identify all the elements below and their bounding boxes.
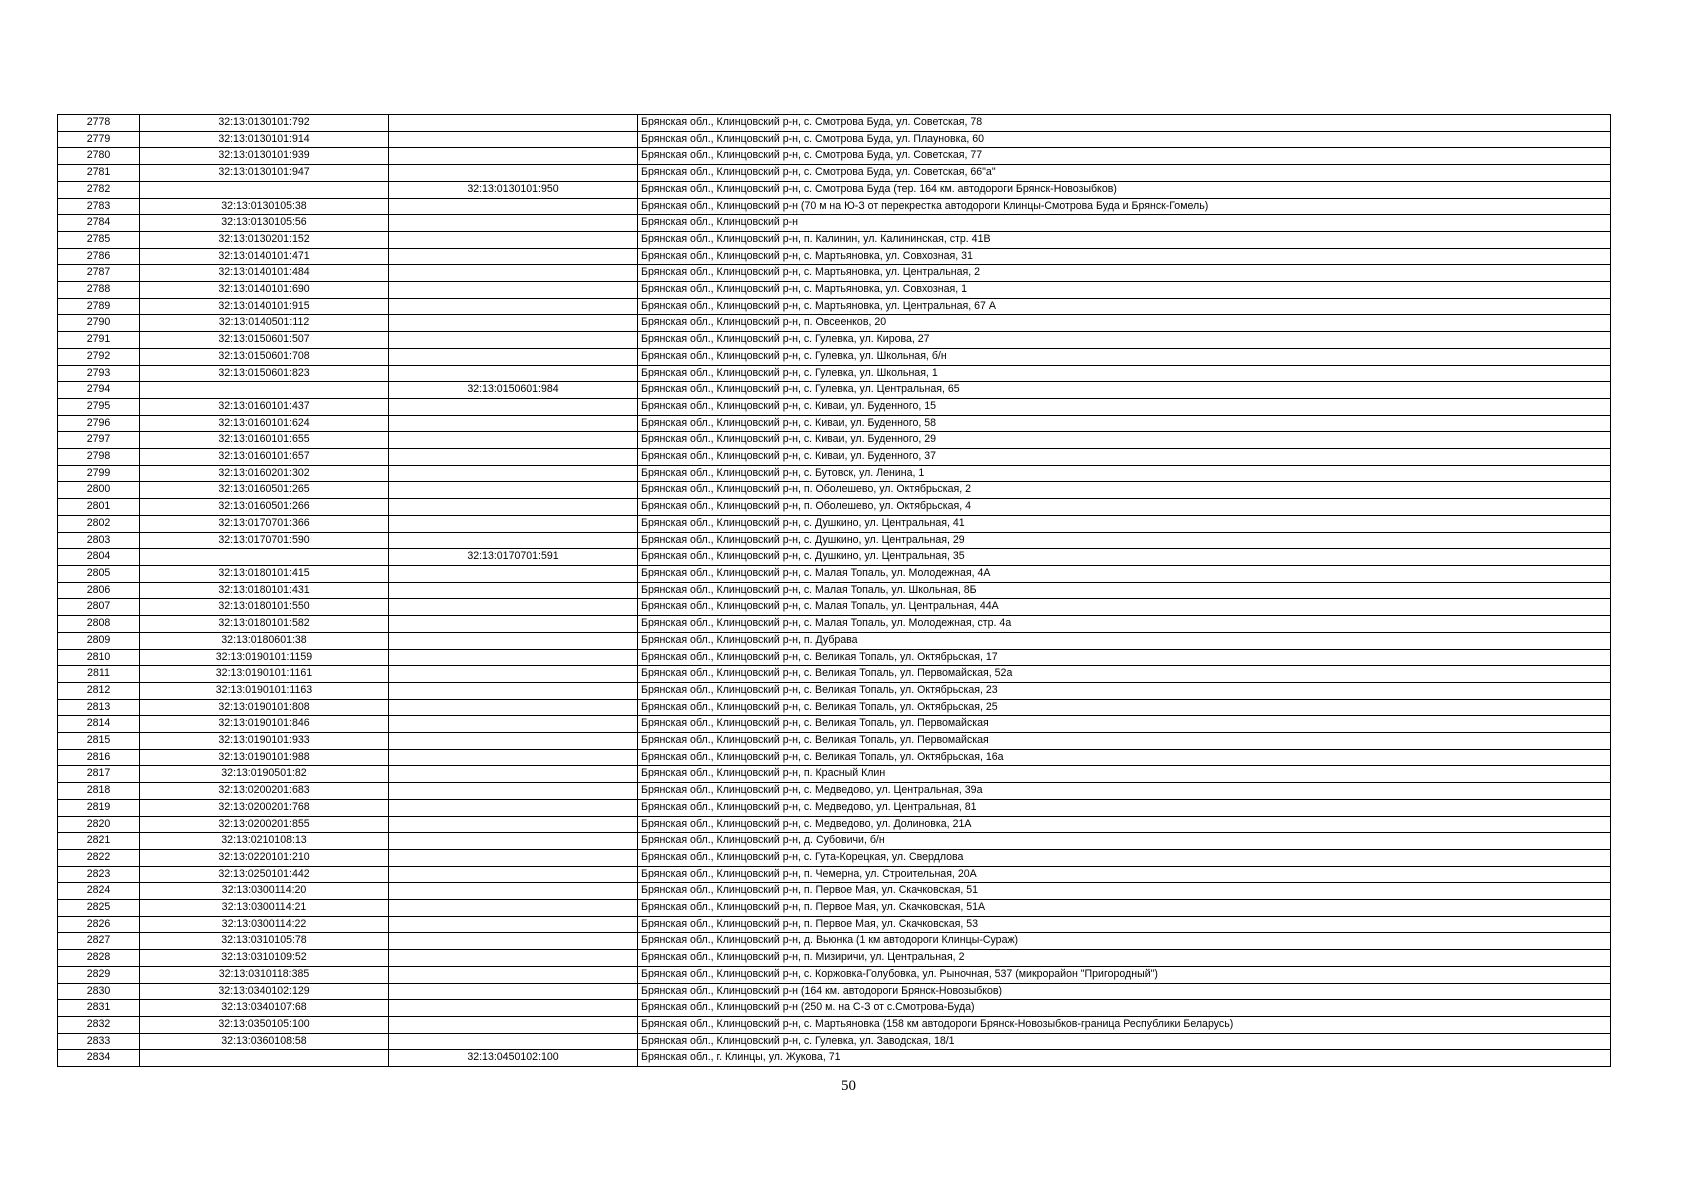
cadastral-number-cell: 32:13:0300114:21	[140, 900, 389, 917]
cadastral-number-cell: 32:13:0160501:265	[140, 482, 389, 499]
table-row	[58, 499, 1611, 516]
cadastral-number-alt-cell	[389, 365, 638, 382]
address-cell: Брянская обл., Клинцовский р-н, с. Смотрова Буда, ул. Плауновка, 60	[638, 131, 1611, 148]
cadastral-number-cell	[140, 181, 389, 198]
cadastral-number-alt-cell	[389, 298, 638, 315]
row-number-cell: 2800	[58, 482, 140, 499]
cadastral-number-alt-cell	[389, 282, 638, 299]
table-row	[58, 265, 1611, 282]
cadastral-number-cell: 32:13:0130105:56	[140, 215, 389, 232]
cadastral-number-alt-cell	[389, 348, 638, 365]
row-number-cell: 2831	[58, 1000, 140, 1017]
cadastral-number-cell: 32:13:0190101:1163	[140, 682, 389, 699]
table-row	[58, 1033, 1611, 1050]
cadastral-number-cell: 32:13:0130101:947	[140, 165, 389, 182]
table-row	[58, 282, 1611, 299]
cadastral-number-alt-cell	[389, 699, 638, 716]
address-cell: Брянская обл., Клинцовский р-н, с. Великая Топаль, ул. Первомайская	[638, 733, 1611, 750]
cadastral-number-alt-cell	[389, 649, 638, 666]
cadastral-number-cell	[140, 382, 389, 399]
address-cell: Брянская обл., Клинцовский р-н, с. Великая Топаль, ул. Октябрьская, 25	[638, 699, 1611, 716]
table-row	[58, 549, 1611, 566]
table-row	[58, 933, 1611, 950]
cadastral-number-alt-cell	[389, 131, 638, 148]
row-number-cell: 2804	[58, 549, 140, 566]
cadastral-number-alt-cell	[389, 1033, 638, 1050]
address-cell: Брянская обл., Клинцовский р-н, с. Киваи, ул. Буденного, 29	[638, 432, 1611, 449]
row-number-cell: 2815	[58, 733, 140, 750]
row-number-cell: 2805	[58, 565, 140, 582]
cadastral-number-alt-cell	[389, 983, 638, 1000]
cadastral-number-alt-cell	[389, 632, 638, 649]
cadastral-number-alt-cell	[389, 465, 638, 482]
address-cell: Брянская обл., Клинцовский р-н, с. Великая Топаль, ул. Первомайская, 52а	[638, 666, 1611, 683]
cadastral-number-alt-cell	[389, 532, 638, 549]
cadastral-number-cell: 32:13:0150601:507	[140, 332, 389, 349]
address-cell: Брянская обл., Клинцовский р-н, с. Малая Топаль, ул. Центральная, 44А	[638, 599, 1611, 616]
row-number-cell: 2781	[58, 165, 140, 182]
row-number-cell: 2801	[58, 499, 140, 516]
address-cell: Брянская обл., Клинцовский р-н, с. Медведово, ул. Долиновка, 21А	[638, 816, 1611, 833]
row-number-cell: 2788	[58, 282, 140, 299]
cadastral-number-cell: 32:13:0190101:1159	[140, 649, 389, 666]
row-number-cell: 2795	[58, 398, 140, 415]
table-row	[58, 215, 1611, 232]
row-number-cell: 2821	[58, 833, 140, 850]
address-cell: Брянская обл., Клинцовский р-н, п. Оболешево, ул. Октябрьская, 4	[638, 499, 1611, 516]
cadastral-number-cell: 32:13:0190501:82	[140, 766, 389, 783]
cadastral-number-alt-cell	[389, 248, 638, 265]
address-cell: Брянская обл., Клинцовский р-н, п. Овсеенков, 20	[638, 315, 1611, 332]
row-number-cell: 2802	[58, 515, 140, 532]
table-row	[58, 582, 1611, 599]
row-number-cell: 2832	[58, 1016, 140, 1033]
cadastral-number-cell: 32:13:0150601:823	[140, 365, 389, 382]
table-row	[58, 181, 1611, 198]
cadastral-number-alt-cell	[389, 900, 638, 917]
cadastral-number-alt-cell	[389, 599, 638, 616]
address-cell: Брянская обл., Клинцовский р-н, с. Киваи, ул. Буденного, 37	[638, 449, 1611, 466]
row-number-cell: 2809	[58, 632, 140, 649]
row-number-cell: 2778	[58, 115, 140, 132]
table-row	[58, 198, 1611, 215]
cadastral-number-alt-cell	[389, 415, 638, 432]
table-row	[58, 632, 1611, 649]
cadastral-number-alt-cell	[389, 666, 638, 683]
address-cell: Брянская обл., Клинцовский р-н, с. Великая Топаль, ул. Октябрьская, 16а	[638, 749, 1611, 766]
row-number-cell: 2793	[58, 365, 140, 382]
cadastral-number-alt-cell	[389, 950, 638, 967]
table-row	[58, 682, 1611, 699]
cadastral-number-cell: 32:13:0160201:302	[140, 465, 389, 482]
table-row	[58, 415, 1611, 432]
row-number-cell: 2811	[58, 666, 140, 683]
cadastral-number-cell: 32:13:0180101:582	[140, 616, 389, 633]
row-number-cell: 2825	[58, 900, 140, 917]
row-number-cell: 2829	[58, 966, 140, 983]
row-number-cell: 2784	[58, 215, 140, 232]
row-number-cell: 2822	[58, 849, 140, 866]
table-row	[58, 716, 1611, 733]
table-row	[58, 432, 1611, 449]
address-cell: Брянская обл., Клинцовский р-н, с. Мартьяновка (158 км автодороги Брянск-Новозыбков-граница Республики Беларусь)	[638, 1016, 1611, 1033]
cadastral-number-alt-cell	[389, 432, 638, 449]
address-cell: Брянская обл., Клинцовский р-н, с. Душкино, ул. Центральная, 29	[638, 532, 1611, 549]
cadastral-number-cell: 32:13:0130101:914	[140, 131, 389, 148]
table-row	[58, 115, 1611, 132]
address-cell: Брянская обл., Клинцовский р-н, с. Медведово, ул. Центральная, 39а	[638, 783, 1611, 800]
row-number-cell: 2833	[58, 1033, 140, 1050]
row-number-cell: 2814	[58, 716, 140, 733]
table-row	[58, 849, 1611, 866]
cadastral-number-alt-cell	[389, 265, 638, 282]
row-number-cell: 2819	[58, 799, 140, 816]
address-cell: Брянская обл., Клинцовский р-н, с. Гулевка, ул. Центральная, 65	[638, 382, 1611, 399]
table-row	[58, 298, 1611, 315]
row-number-cell: 2794	[58, 382, 140, 399]
table-row	[58, 449, 1611, 466]
table-row	[58, 131, 1611, 148]
address-cell: Брянская обл., Клинцовский р-н, п. Первое Мая, ул. Скачковская, 51	[638, 883, 1611, 900]
cadastral-number-cell: 32:13:0130101:939	[140, 148, 389, 165]
address-cell: Брянская обл., Клинцовский р-н, с. Киваи, ул. Буденного, 58	[638, 415, 1611, 432]
address-cell: Брянская обл., Клинцовский р-н, с. Малая Топаль, ул. Молодежная, 4А	[638, 565, 1611, 582]
table-row	[58, 148, 1611, 165]
cadastral-number-alt-cell	[389, 582, 638, 599]
address-cell: Брянская обл., Клинцовский р-н, с. Великая Топаль, ул. Октябрьская, 23	[638, 682, 1611, 699]
cadastral-number-alt-cell	[389, 165, 638, 182]
address-cell: Брянская обл., Клинцовский р-н	[638, 215, 1611, 232]
cadastral-number-cell: 32:13:0190101:933	[140, 733, 389, 750]
address-cell: Брянская обл., Клинцовский р-н, с. Гулевка, ул. Школьная, 1	[638, 365, 1611, 382]
cadastral-number-cell: 32:13:0200201:768	[140, 799, 389, 816]
cadastral-number-cell: 32:13:0340102:129	[140, 983, 389, 1000]
cadastral-number-alt-cell	[389, 565, 638, 582]
cadastral-number-alt-cell	[389, 332, 638, 349]
cadastral-number-cell: 32:13:0140101:484	[140, 265, 389, 282]
table-row	[58, 348, 1611, 365]
cadastral-number-cell	[140, 1050, 389, 1067]
cadastral-number-cell: 32:13:0180601:38	[140, 632, 389, 649]
cadastral-number-cell: 32:13:0130101:792	[140, 115, 389, 132]
cadastral-number-alt-cell	[389, 733, 638, 750]
row-number-cell: 2798	[58, 449, 140, 466]
table-row	[58, 916, 1611, 933]
address-cell: Брянская обл., Клинцовский р-н, с. Коржовка-Голубовка, ул. Рыночная, 537 (микрорайон "Пригородный")	[638, 966, 1611, 983]
row-number-cell: 2827	[58, 933, 140, 950]
registry-table	[57, 114, 1611, 1067]
cadastral-number-cell: 32:13:0300114:22	[140, 916, 389, 933]
address-cell: Брянская обл., Клинцовский р-н, п. Калинин, ул. Калининская, стр. 41В	[638, 231, 1611, 248]
table-row	[58, 666, 1611, 683]
address-cell: Брянская обл., Клинцовский р-н, с. Гулевка, ул. Школьная, б/н	[638, 348, 1611, 365]
table-row	[58, 833, 1611, 850]
cadastral-number-cell: 32:13:0310105:78	[140, 933, 389, 950]
table-row	[58, 532, 1611, 549]
address-cell: Брянская обл., Клинцовский р-н, д. Субовичи, б/н	[638, 833, 1611, 850]
cadastral-number-cell	[140, 549, 389, 566]
address-cell: Брянская обл., Клинцовский р-н, п. Красный Клин	[638, 766, 1611, 783]
cadastral-number-cell: 32:13:0170701:366	[140, 515, 389, 532]
address-cell: Брянская обл., Клинцовский р-н, с. Киваи, ул. Буденного, 15	[638, 398, 1611, 415]
cadastral-number-alt-cell	[389, 883, 638, 900]
cadastral-number-alt-cell	[389, 783, 638, 800]
cadastral-number-cell: 32:13:0360108:58	[140, 1033, 389, 1050]
cadastral-number-cell: 32:13:0130105:38	[140, 198, 389, 215]
table-row	[58, 749, 1611, 766]
cadastral-number-cell: 32:13:0160101:655	[140, 432, 389, 449]
table-row	[58, 733, 1611, 750]
cadastral-number-cell: 32:13:0140501:112	[140, 315, 389, 332]
table-row	[58, 1050, 1611, 1067]
cadastral-number-cell: 32:13:0250101:442	[140, 866, 389, 883]
table-row	[58, 332, 1611, 349]
cadastral-number-alt-cell	[389, 515, 638, 532]
address-cell: Брянская обл., Клинцовский р-н (70 м на Ю-З от перекрестка автодороги Клинцы-Смотрова Буда и Брянск-Гомель)	[638, 198, 1611, 215]
row-number-cell: 2824	[58, 883, 140, 900]
table-row	[58, 866, 1611, 883]
cadastral-number-alt-cell	[389, 115, 638, 132]
address-cell: Брянская обл., Клинцовский р-н, п. Оболешево, ул. Октябрьская, 2	[638, 482, 1611, 499]
cadastral-number-cell: 32:13:0180101:550	[140, 599, 389, 616]
cadastral-number-alt-cell	[389, 916, 638, 933]
address-cell: Брянская обл., Клинцовский р-н, с. Смотрова Буда, ул. Советская, 78	[638, 115, 1611, 132]
table-row	[58, 248, 1611, 265]
table-row	[58, 165, 1611, 182]
address-cell: Брянская обл., Клинцовский р-н, с. Мартьяновка, ул. Совхозная, 31	[638, 248, 1611, 265]
row-number-cell: 2790	[58, 315, 140, 332]
table-row	[58, 699, 1611, 716]
row-number-cell: 2816	[58, 749, 140, 766]
address-cell: Брянская обл., Клинцовский р-н, с. Малая Топаль, ул. Молодежная, стр. 4а	[638, 616, 1611, 633]
row-number-cell: 2807	[58, 599, 140, 616]
cadastral-number-alt-cell: 32:13:0150601:984	[389, 382, 638, 399]
table-body	[58, 115, 1611, 1067]
table-row	[58, 783, 1611, 800]
cadastral-number-cell: 32:13:0190101:988	[140, 749, 389, 766]
row-number-cell: 2826	[58, 916, 140, 933]
row-number-cell: 2782	[58, 181, 140, 198]
address-cell: Брянская обл., Клинцовский р-н, п. Чемерна, ул. Строительная, 20А	[638, 866, 1611, 883]
cadastral-number-alt-cell	[389, 833, 638, 850]
address-cell: Брянская обл., Клинцовский р-н, с. Смотрова Буда, ул. Советская, 77	[638, 148, 1611, 165]
cadastral-number-alt-cell	[389, 398, 638, 415]
cadastral-number-cell: 32:13:0160101:624	[140, 415, 389, 432]
table-row	[58, 231, 1611, 248]
row-number-cell: 2828	[58, 950, 140, 967]
row-number-cell: 2803	[58, 532, 140, 549]
table-row	[58, 465, 1611, 482]
cadastral-number-alt-cell: 32:13:0450102:100	[389, 1050, 638, 1067]
row-number-cell: 2789	[58, 298, 140, 315]
row-number-cell: 2810	[58, 649, 140, 666]
cadastral-number-cell: 32:13:0170701:590	[140, 532, 389, 549]
address-cell: Брянская обл., Клинцовский р-н, с. Великая Топаль, ул. Первомайская	[638, 716, 1611, 733]
cadastral-number-alt-cell	[389, 933, 638, 950]
address-cell: Брянская обл., Клинцовский р-н (164 км. автодороги Брянск-Новозыбков)	[638, 983, 1611, 1000]
cadastral-number-cell: 32:13:0140101:915	[140, 298, 389, 315]
cadastral-number-cell: 32:13:0160501:266	[140, 499, 389, 516]
cadastral-number-cell: 32:13:0310118:385	[140, 966, 389, 983]
cadastral-number-cell: 32:13:0160101:657	[140, 449, 389, 466]
row-number-cell: 2779	[58, 131, 140, 148]
address-cell: Брянская обл., Клинцовский р-н, д. Вьюнка (1 км автодороги Клинцы-Сураж)	[638, 933, 1611, 950]
row-number-cell: 2787	[58, 265, 140, 282]
row-number-cell: 2823	[58, 866, 140, 883]
cadastral-number-cell: 32:13:0190101:1161	[140, 666, 389, 683]
address-cell: Брянская обл., Клинцовский р-н, п. Первое Мая, ул. Скачковская, 53	[638, 916, 1611, 933]
address-cell: Брянская обл., Клинцовский р-н, п. Первое Мая, ул. Скачковская, 51А	[638, 900, 1611, 917]
address-cell: Брянская обл., Клинцовский р-н, с. Гулевка, ул. Заводская, 18/1	[638, 1033, 1611, 1050]
address-cell: Брянская обл., Клинцовский р-н (250 м. на С-З от с.Смотрова-Буда)	[638, 1000, 1611, 1017]
cadastral-number-cell: 32:13:0350105:100	[140, 1016, 389, 1033]
table-row	[58, 482, 1611, 499]
cadastral-number-alt-cell	[389, 1016, 638, 1033]
address-cell: Брянская обл., Клинцовский р-н, с. Гулевка, ул. Кирова, 27	[638, 332, 1611, 349]
cadastral-number-cell: 32:13:0140101:690	[140, 282, 389, 299]
table-row	[58, 616, 1611, 633]
row-number-cell: 2785	[58, 231, 140, 248]
cadastral-number-alt-cell	[389, 148, 638, 165]
cadastral-number-alt-cell	[389, 849, 638, 866]
address-cell: Брянская обл., Клинцовский р-н, п. Мизиричи, ул. Центральная, 2	[638, 950, 1611, 967]
address-cell: Брянская обл., Клинцовский р-н, с. Смотрова Буда (тер. 164 км. автодороги Брянск-Новозыбков)	[638, 181, 1611, 198]
table-row	[58, 565, 1611, 582]
row-number-cell: 2783	[58, 198, 140, 215]
row-number-cell: 2834	[58, 1050, 140, 1067]
cadastral-number-cell: 32:13:0340107:68	[140, 1000, 389, 1017]
row-number-cell: 2797	[58, 432, 140, 449]
address-cell: Брянская обл., Клинцовский р-н, с. Бутовск, ул. Ленина, 1	[638, 465, 1611, 482]
table-row	[58, 649, 1611, 666]
cadastral-number-alt-cell	[389, 716, 638, 733]
cadastral-number-cell: 32:13:0200201:683	[140, 783, 389, 800]
address-cell: Брянская обл., Клинцовский р-н, с. Мартьяновка, ул. Центральная, 67 А	[638, 298, 1611, 315]
row-number-cell: 2799	[58, 465, 140, 482]
table-row	[58, 1000, 1611, 1017]
row-number-cell: 2817	[58, 766, 140, 783]
table-row	[58, 966, 1611, 983]
row-number-cell: 2820	[58, 816, 140, 833]
table-row	[58, 1016, 1611, 1033]
cadastral-number-alt-cell: 32:13:0130101:950	[389, 181, 638, 198]
row-number-cell: 2796	[58, 415, 140, 432]
address-cell: Брянская обл., Клинцовский р-н, п. Дубрава	[638, 632, 1611, 649]
table-row	[58, 515, 1611, 532]
cadastral-number-cell: 32:13:0300114:20	[140, 883, 389, 900]
row-number-cell: 2786	[58, 248, 140, 265]
cadastral-number-alt-cell	[389, 766, 638, 783]
cadastral-number-cell: 32:13:0150601:708	[140, 348, 389, 365]
cadastral-number-alt-cell	[389, 749, 638, 766]
table-row	[58, 900, 1611, 917]
cadastral-number-cell: 32:13:0310109:52	[140, 950, 389, 967]
cadastral-number-cell: 32:13:0180101:415	[140, 565, 389, 582]
address-cell: Брянская обл., Клинцовский р-н, с. Душкино, ул. Центральная, 35	[638, 549, 1611, 566]
address-cell: Брянская обл., Клинцовский р-н, с. Гута-Корецкая, ул. Свердлова	[638, 849, 1611, 866]
cadastral-number-alt-cell	[389, 231, 638, 248]
table-row	[58, 365, 1611, 382]
cadastral-number-alt-cell	[389, 1000, 638, 1017]
page-number: 50	[841, 1078, 856, 1094]
row-number-cell: 2818	[58, 783, 140, 800]
row-number-cell: 2780	[58, 148, 140, 165]
cadastral-number-alt-cell	[389, 816, 638, 833]
cadastral-number-cell: 32:13:0130201:152	[140, 231, 389, 248]
row-number-cell: 2808	[58, 616, 140, 633]
table-row	[58, 382, 1611, 399]
cadastral-number-alt-cell: 32:13:0170701:591	[389, 549, 638, 566]
row-number-cell: 2813	[58, 699, 140, 716]
cadastral-number-cell: 32:13:0190101:808	[140, 699, 389, 716]
cadastral-number-cell: 32:13:0200201:855	[140, 816, 389, 833]
cadastral-number-alt-cell	[389, 215, 638, 232]
cadastral-number-alt-cell	[389, 315, 638, 332]
cadastral-number-cell: 32:13:0180101:431	[140, 582, 389, 599]
row-number-cell: 2830	[58, 983, 140, 1000]
cadastral-number-alt-cell	[389, 866, 638, 883]
table-row	[58, 599, 1611, 616]
cadastral-number-alt-cell	[389, 682, 638, 699]
address-cell: Брянская обл., Клинцовский р-н, с. Малая Топаль, ул. Школьная, 8Б	[638, 582, 1611, 599]
cadastral-number-alt-cell	[389, 449, 638, 466]
address-cell: Брянская обл., г. Клинцы, ул. Жукова, 71	[638, 1050, 1611, 1067]
table-row	[58, 315, 1611, 332]
cadastral-number-alt-cell	[389, 966, 638, 983]
cadastral-number-alt-cell	[389, 482, 638, 499]
table-row	[58, 766, 1611, 783]
address-cell: Брянская обл., Клинцовский р-н, с. Душкино, ул. Центральная, 41	[638, 515, 1611, 532]
row-number-cell: 2791	[58, 332, 140, 349]
table-row	[58, 816, 1611, 833]
cadastral-number-alt-cell	[389, 616, 638, 633]
address-cell: Брянская обл., Клинцовский р-н, с. Великая Топаль, ул. Октябрьская, 17	[638, 649, 1611, 666]
table-row	[58, 950, 1611, 967]
row-number-cell: 2806	[58, 582, 140, 599]
address-cell: Брянская обл., Клинцовский р-н, с. Мартьяновка, ул. Центральная, 2	[638, 265, 1611, 282]
table-row	[58, 883, 1611, 900]
table-row	[58, 983, 1611, 1000]
table-row	[58, 398, 1611, 415]
address-cell: Брянская обл., Клинцовский р-н, с. Медведово, ул. Центральная, 81	[638, 799, 1611, 816]
cadastral-number-cell: 32:13:0140101:471	[140, 248, 389, 265]
cadastral-number-cell: 32:13:0210108:13	[140, 833, 389, 850]
row-number-cell: 2812	[58, 682, 140, 699]
cadastral-number-cell: 32:13:0190101:846	[140, 716, 389, 733]
cadastral-number-alt-cell	[389, 499, 638, 516]
address-cell: Брянская обл., Клинцовский р-н, с. Мартьяновка, ул. Совхозная, 1	[638, 282, 1611, 299]
cadastral-number-alt-cell	[389, 198, 638, 215]
table-row	[58, 799, 1611, 816]
row-number-cell: 2792	[58, 348, 140, 365]
cadastral-number-alt-cell	[389, 799, 638, 816]
cadastral-number-cell: 32:13:0160101:437	[140, 398, 389, 415]
cadastral-number-cell: 32:13:0220101:210	[140, 849, 389, 866]
address-cell: Брянская обл., Клинцовский р-н, с. Смотрова Буда, ул. Советская, 66"а"	[638, 165, 1611, 182]
